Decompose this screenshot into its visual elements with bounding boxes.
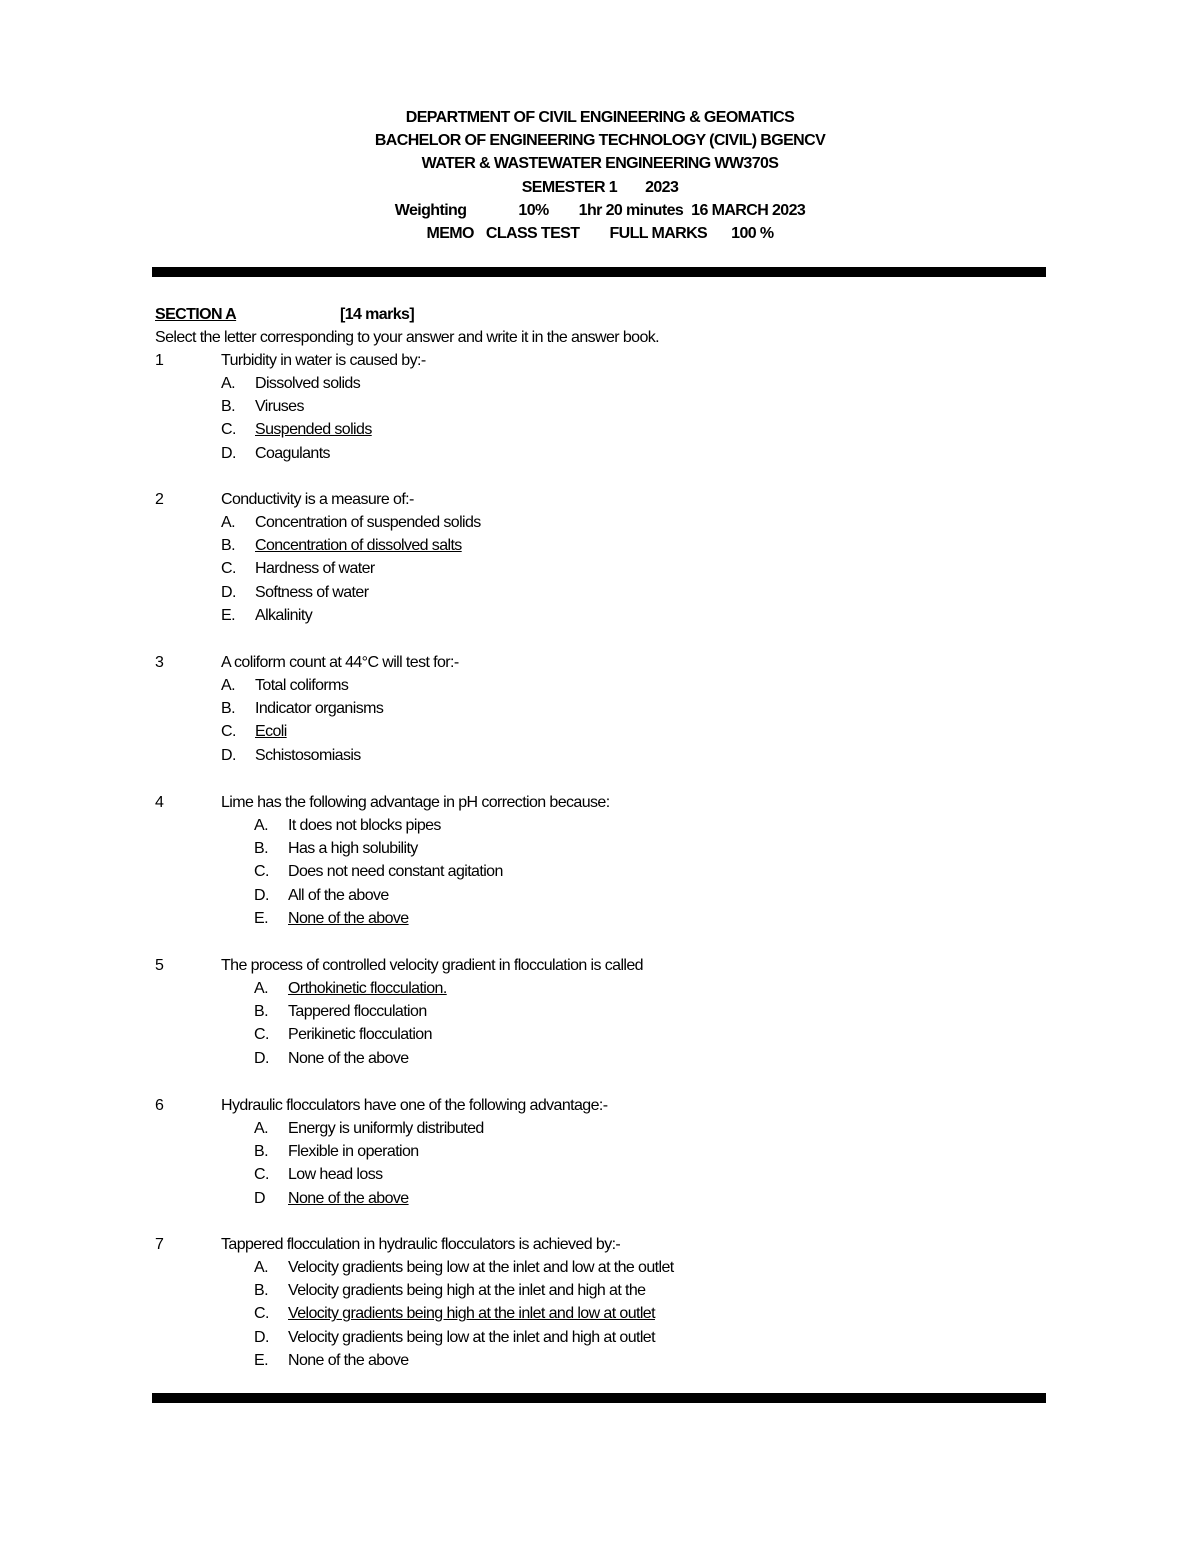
exam-date: 16 MARCH 2023 [691, 201, 806, 219]
question-text: Hydraulic flocculators have one of the following advantage:- [221, 1097, 608, 1114]
document-header [0, 106, 1200, 245]
correct-answer: Concentration of dissolved salts [255, 537, 462, 555]
weighting-line [0, 199, 1200, 222]
section-instruction: Select the letter corresponding to your answer and write it in the answer book. [155, 329, 660, 346]
option-letter: A. [221, 677, 235, 694]
weighting-value: 10% [518, 201, 549, 219]
question-number: 6 [155, 1097, 164, 1114]
bottom-divider [152, 1393, 1046, 1403]
option-letter: C. [254, 1305, 269, 1323]
option-letter: B. [221, 537, 235, 555]
option-letter: A. [221, 514, 235, 531]
question-number: 5 [155, 957, 164, 974]
correct-answer: None of the above [288, 909, 409, 927]
option-letter: C. [221, 723, 236, 741]
option-letter: C. [254, 863, 269, 881]
option-text: Schistosomiasis [255, 746, 361, 764]
top-divider [152, 267, 1046, 277]
option-letter: C. [254, 1166, 269, 1184]
option-text: Velocity gradients being low at the inlet and low at the outlet [288, 1259, 674, 1276]
option-letter: D. [254, 886, 269, 904]
option-text: Concentration of suspended solids [255, 514, 481, 531]
test-type: CLASS TEST [485, 225, 580, 243]
option-text: Velocity gradients being low at the inlet and high at outlet [288, 1328, 655, 1346]
option-text: Softness of water [255, 583, 369, 601]
option-text: Viruses [255, 398, 304, 416]
option-letter: D. [221, 746, 236, 764]
option-text: Tappered flocculation [288, 1003, 427, 1021]
option-letter: C. [221, 421, 236, 439]
department-title: DEPARTMENT OF CIVIL ENGINEERING & GEOMATICS [405, 109, 795, 126]
option-letter: C. [254, 1026, 269, 1044]
duration: 1hr 20 minutes [578, 201, 684, 219]
question-text: The process of controlled velocity gradient in flocculation is called [221, 957, 643, 974]
question-number: 2 [155, 491, 164, 508]
option-text: Low head loss [288, 1166, 383, 1184]
question-text: Conductivity is a measure of:- [221, 491, 414, 508]
option-text: Total coliforms [255, 677, 349, 694]
question-text: A coliform count at 44°C will test for:- [221, 654, 459, 671]
option-letter: C. [221, 560, 236, 578]
semester: SEMESTER 1 [521, 178, 618, 196]
option-letter: A. [254, 980, 268, 997]
option-letter: B. [254, 840, 268, 858]
course-title: WATER & WASTEWATER ENGINEERING WW370S [421, 155, 779, 173]
correct-answer: Velocity gradients being high at the inlet and low at outlet [288, 1305, 655, 1323]
full-marks-label: FULL MARKS [609, 225, 708, 243]
option-letter: B. [221, 700, 235, 718]
programme-title: BACHELOR OF ENGINEERING TECHNOLOGY (CIVIL) BGENCV [374, 132, 826, 150]
option-text: Does not need constant agitation [288, 863, 503, 881]
option-text: None of the above [288, 1351, 409, 1369]
option-text: Dissolved solids [255, 375, 361, 392]
option-letter: D. [254, 1328, 269, 1346]
option-letter: D [254, 1189, 265, 1207]
semester-line [0, 176, 1200, 199]
question-number: 3 [155, 654, 164, 671]
option-letter: D. [221, 583, 236, 601]
option-text: Velocity gradients being high at the inlet and high at the [288, 1282, 646, 1300]
weighting-label: Weighting [394, 201, 467, 219]
option-letter: D. [221, 444, 236, 462]
correct-answer: Ecoli [255, 723, 287, 741]
memo-line [0, 222, 1200, 245]
question-number: 1 [155, 352, 164, 369]
option-letter: B. [221, 398, 235, 416]
section-title: SECTION A [155, 306, 237, 323]
option-text: Flexible in operation [288, 1143, 419, 1161]
year: 2023 [645, 178, 679, 196]
question-number: 4 [155, 794, 164, 811]
option-text: Hardness of water [255, 560, 375, 578]
correct-answer: None of the above [288, 1189, 409, 1207]
option-text: Coagulants [255, 444, 330, 462]
option-text: Alkalinity [255, 606, 313, 624]
question-text: Tappered flocculation in hydraulic flocculators is achieved by:- [221, 1236, 621, 1253]
option-text: Perikinetic flocculation [288, 1026, 432, 1044]
option-letter: A. [254, 1259, 268, 1276]
memo-label: MEMO [426, 225, 474, 243]
option-letter: E. [254, 1351, 268, 1369]
option-letter: B. [254, 1003, 268, 1021]
question-text: Lime has the following advantage in pH correction because: [221, 794, 610, 811]
option-text: Energy is uniformly distributed [288, 1120, 484, 1137]
option-letter: A. [254, 1120, 268, 1137]
correct-answer: Suspended solids [255, 421, 372, 439]
option-letter: A. [254, 817, 268, 834]
full-marks-value: 100 % [731, 225, 774, 243]
question-number: 7 [155, 1236, 164, 1253]
option-text: All of the above [288, 886, 389, 904]
option-letter: A. [221, 375, 235, 392]
option-text: None of the above [288, 1049, 409, 1067]
section-marks: [14 marks] [340, 306, 415, 323]
option-letter: B. [254, 1282, 268, 1300]
option-letter: B. [254, 1143, 268, 1161]
option-text: Indicator organisms [255, 700, 384, 718]
option-text: Has a high solubility [288, 840, 418, 858]
correct-answer: Orthokinetic flocculation. [288, 980, 447, 997]
option-letter: D. [254, 1049, 269, 1067]
section-heading [155, 303, 414, 326]
option-letter: E. [221, 606, 235, 624]
question-text: Turbidity in water is caused by:- [221, 352, 426, 369]
option-letter: E. [254, 909, 268, 927]
option-text: It does not blocks pipes [288, 817, 441, 834]
